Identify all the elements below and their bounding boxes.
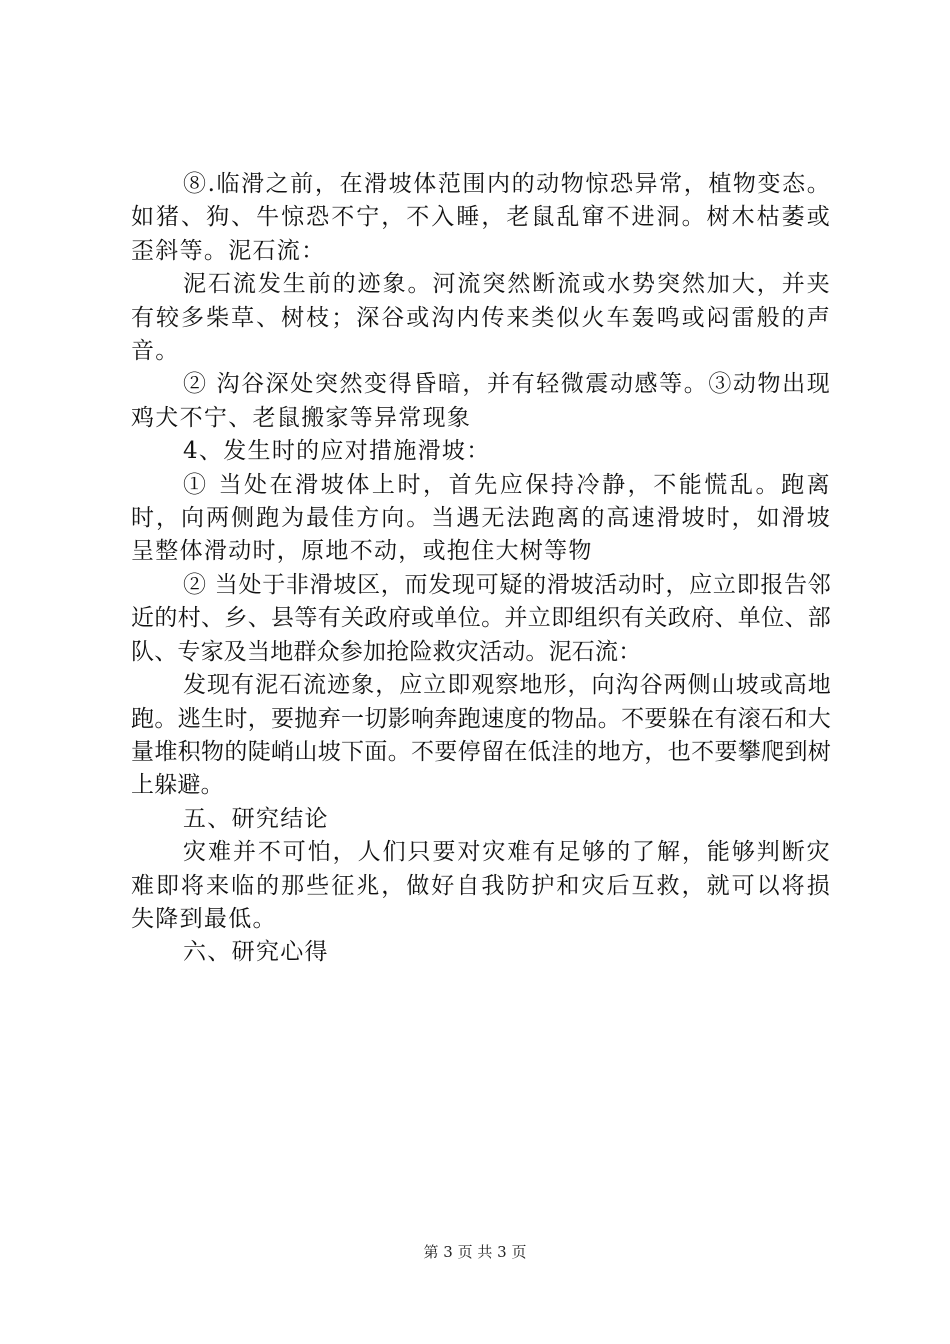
- page-footer: 第 3 页 共 3 页: [423, 1243, 527, 1261]
- section-heading-conclusion: 五、研究结论: [183, 805, 329, 832]
- paragraph-precursor-animals: ⑧.临滑之前，在滑坡体范围内的动物惊恐异常，植物变态。如猪、狗、牛惊恐不宁，不入睡，老鼠乱窜不进洞。树木枯萎或歪斜等。泥石流：: [131, 171, 831, 264]
- paragraph-debris-flow-signs: 泥石流发生前的迹象。河流突然断流或水势突然加大，并夹有较多柴草、树枝；深谷或沟内传来类似火车轰鸣或闷雷般的声音。: [131, 271, 831, 365]
- section-heading-reflections: 六、研究心得: [183, 939, 329, 966]
- paragraph-non-landslide-area: ② 当处于非滑坡区，而发现可疑的滑坡活动时，应立即报告邻近的村、乡、县等有关政府或单位。并立即组织有关政府、单位、部队、专家及当地群众参加抢险救灾活动。泥石流：: [131, 571, 831, 665]
- paragraph-on-landslide: ① 当处在滑坡体上时，首先应保持冷静，不能慌乱。跑离时，向两侧跑为最佳方向。当遇无法跑离的高速滑坡时，如滑坡呈整体滑动时，原地不动，或抱住大树等物: [131, 471, 831, 565]
- section-heading-response-measures: 4、发生时的应对措施滑坡：: [183, 438, 491, 465]
- document-body: [131, 168, 831, 970]
- paragraph-conclusion: 灾难并不可怕，人们只要对灾难有足够的了解，能够判断灾难即将来临的那些征兆，做好自我防护和灾后互救，就可以将损失降到最低。: [131, 839, 831, 932]
- paragraph-valley-darkening: ② 沟谷深处突然变得昏暗，并有轻微震动感等。③动物出现鸡犬不宁、老鼠搬家等异常现象: [131, 371, 831, 431]
- paragraph-debris-flow-escape: 发现有泥石流迹象，应立即观察地形，向沟谷两侧山坡或高地跑。逃生时，要抛弃一切影响奔跑速度的物品。不要躲在有滚石和大量堆积物的陡峭山坡下面。不要停留在低洼的地方，也不要攀爬到树上躲避。: [131, 672, 831, 799]
